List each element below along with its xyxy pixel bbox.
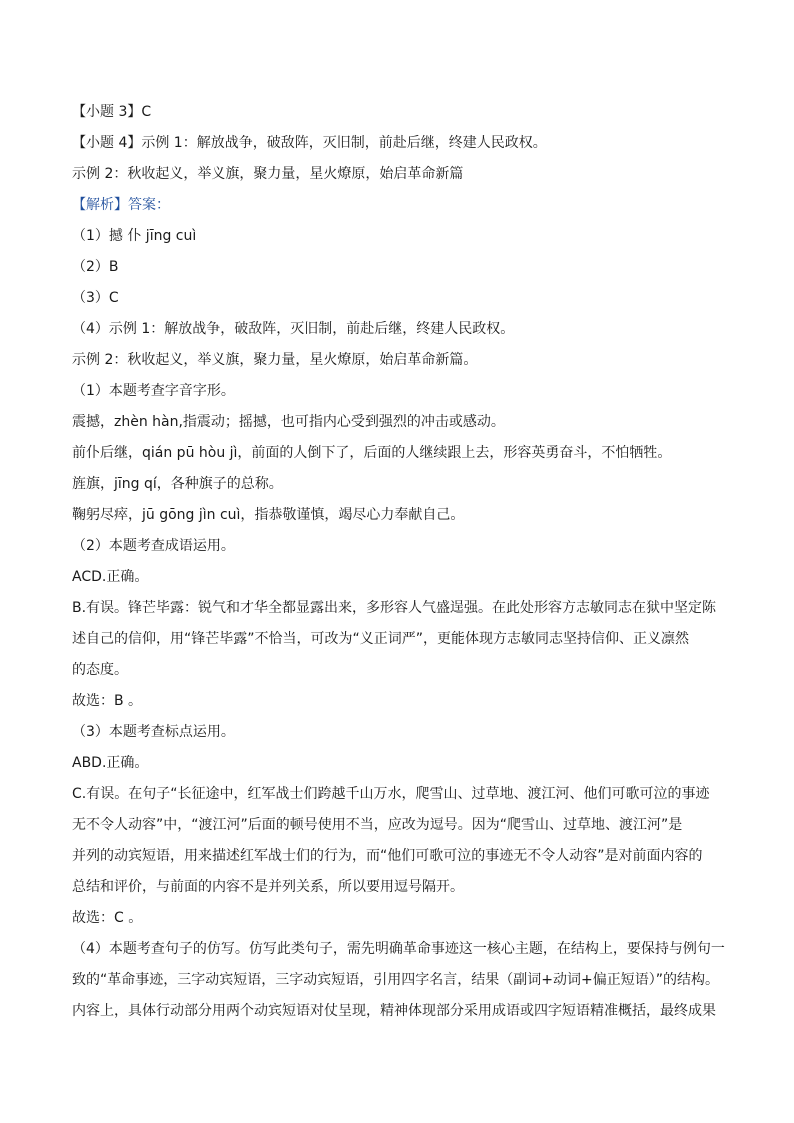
analysis-heading: 【解析】答案：: [72, 197, 170, 213]
analysis-answer-4: （4）示例 1：解放战争，破敌阵，灭旧制，前赴后继，终建人民政权。: [72, 321, 515, 337]
answer-line-4: 【小题 4】示例 1：解放战争，破敌阵，灭旧制，前赴后继，终建人民政权。: [72, 135, 547, 151]
answer-line-3: 【小题 3】C: [72, 104, 152, 120]
q2-explanation-1: B.有误。锋芒毕露：锐气和才华全都显露出来，多形容人气盛逞强。在此处形容方志敏同志在狱中坚定陈: [72, 600, 717, 616]
q3-correct: ABD.正确。: [72, 755, 149, 771]
q4-explanation-3: 内容上，具体行动部分用两个动宾短语对仗呈现，精神体现部分采用成语或四字短语精准概括，最终成果: [72, 1003, 716, 1019]
analysis-answer-3: （3）C: [72, 290, 119, 306]
answer-example-2: 示例 2：秋收起义，举义旗，聚力量，星火燎原，始启革命新篇: [72, 166, 464, 182]
q1-item-zhenhan: 震撼，zhèn hàn,指震动；摇撼，也可指内心受到强烈的冲击或感动。: [72, 414, 505, 430]
q3-explanation-4: 总结和评价，与前面的内容不是并列关系，所以要用逗号隔开。: [72, 879, 464, 895]
q1-heading: （1）本题考查字音字形。: [72, 383, 235, 399]
q3-choice: 故选：C 。: [72, 910, 143, 926]
q1-item-qianpuhouji: 前仆后继，qián pū hòu jì，前面的人倒下了，后面的人继续跟上去，形容英勇奋斗，不怕牺牲。: [72, 445, 672, 461]
q2-heading: （2）本题考查成语运用。: [72, 538, 235, 554]
q3-heading: （3）本题考查标点运用。: [72, 724, 235, 740]
q4-explanation-2: 致的“革命事迹，三字动宾短语，三字动宾短语，引用四字名言，结果（副词+动词+偏正短语）”的结构。: [72, 972, 719, 988]
q2-correct: ACD.正确。: [72, 569, 149, 585]
q2-explanation-3: 的态度。: [72, 662, 128, 678]
q3-explanation-3: 并列的动宾短语，用来描述红军战士们的行为，而“他们可歌可泣的事迹无不令人动容”是对前面内容的: [72, 848, 703, 864]
analysis-answer-1: （1）撼 仆 jīng cuì: [72, 228, 197, 244]
analysis-answer-2: （2）B: [72, 259, 119, 275]
q2-choice: 故选：B 。: [72, 693, 143, 709]
q1-item-jingqi: 旌旗，jīng qí，各种旗子的总称。: [72, 476, 283, 492]
q1-item-jugongjincui: 鞠躬尽瘁，jū gōng jìn cuì，指恭敬谨慎，竭尽心力奉献自己。: [72, 507, 465, 523]
q3-explanation-1: C.有误。在句子“长征途中，红军战士们跨越千山万水，爬雪山、过草地、渡江河、他们可歌可泣的事迹: [72, 786, 710, 802]
q2-explanation-2: 述自己的信仰，用“锋芒毕露”不恰当，可改为“义正词严”，更能体现方志敏同志坚持信仰、正义凛然: [72, 631, 690, 647]
analysis-answer-4-example-2: 示例 2：秋收起义，举义旗，聚力量，星火燎原，始启革命新篇。: [72, 352, 478, 368]
q3-explanation-2: 无不令人动容”中，“渡江河”后面的顿号使用不当，应改为逗号。因为“爬雪山、过草地、渡江河”是: [72, 817, 683, 833]
q4-explanation-1: （4）本题考查句子的仿写。仿写此类句子，需先明确革命事迹这一核心主题，在结构上，要保持与例句一: [72, 941, 725, 957]
